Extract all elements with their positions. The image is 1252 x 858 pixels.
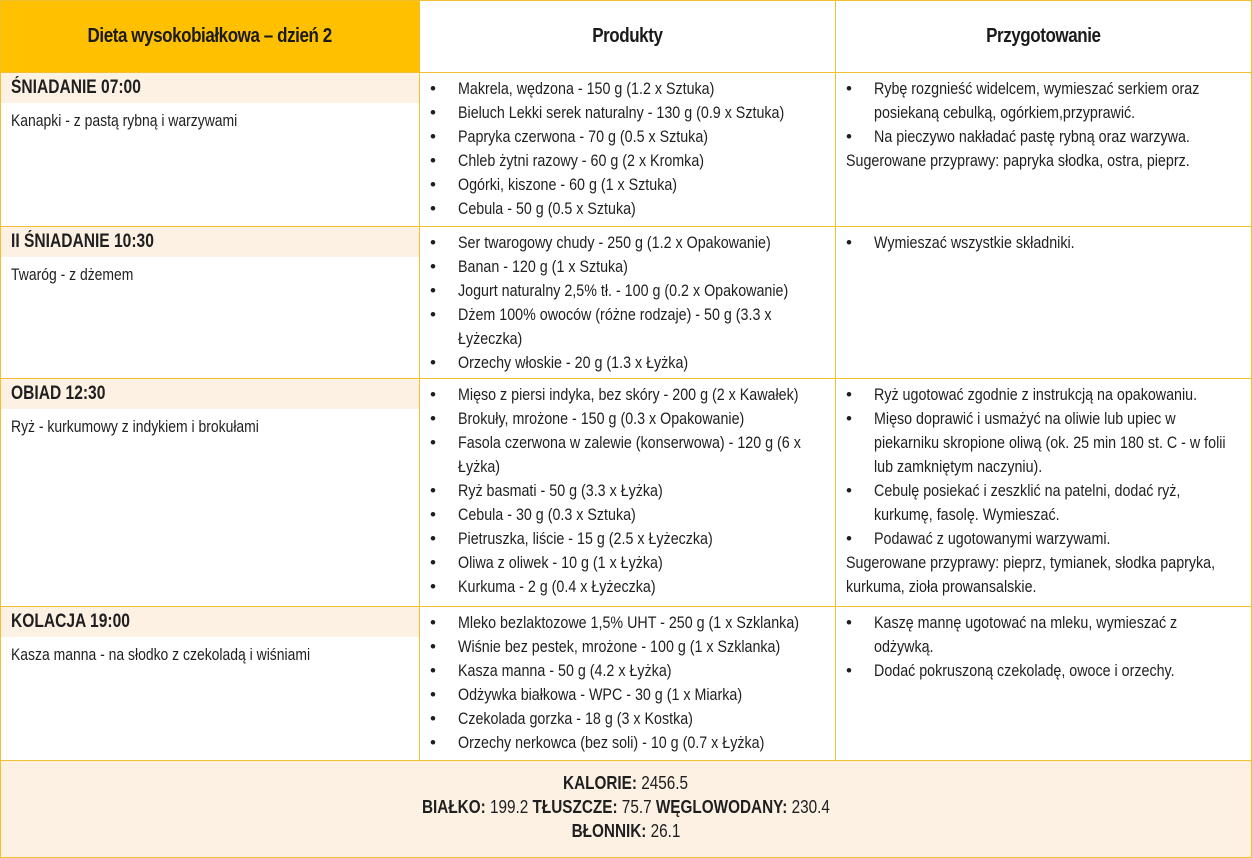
products-cell [419, 607, 835, 760]
product-item: • Ryż basmati - 50 g (3.3 x Łyżka) [420, 479, 835, 503]
header-products-cell [419, 1, 835, 72]
meal-info-cell [1, 379, 419, 606]
carbs-value: 230.4 [791, 797, 830, 817]
meal-info-cell [1, 73, 419, 226]
meal-dish: Twaróg - z dżemem [11, 265, 134, 284]
meal-name: KOLACJA 19:00 [1, 607, 419, 637]
preparation-step: • Dodać pokruszoną czekoladę, owoce i orzechy. [836, 659, 1251, 683]
meal-dish: Kasza manna - na słodko z czekoladą i wiśniami [11, 645, 311, 664]
fiber-label: BŁONNIK: [571, 821, 647, 841]
preparation-step: • Na pieczywo nakładać pastę rybną oraz warzywa. [836, 125, 1251, 149]
product-item: • Odżywka białkowa - WPC - 30 g (1 x Miarka) [420, 683, 835, 707]
protein-label: BIAŁKO: [422, 797, 486, 817]
product-item: • Kurkuma - 2 g (0.4 x Łyżeczka) [420, 575, 835, 599]
product-item: • Oliwa z oliwek - 10 g (1 x Łyżka) [420, 551, 835, 575]
macros-line [1, 795, 1251, 819]
calories-label: KALORIE: [563, 773, 638, 793]
product-item: • Fasola czerwona w zalewie (konserwowa) - 120 g (6 x Łyżka) [420, 431, 835, 479]
fat-value: 75.7 [621, 797, 652, 817]
preparation-step: • Cebulę posiekać i zeszklić na patelni, dodać ryż, kurkumę, fasolę. Wymieszać. [836, 479, 1251, 527]
header-title-cell [1, 1, 419, 72]
meal-row-lunch [1, 379, 1251, 607]
product-item: • Orzechy włoskie - 20 g (1.3 x Łyżka) [420, 351, 835, 375]
preparation-step: • Mięso doprawić i usmażyć na oliwie lub upiec w piekarniku skropione oliwą (ok. 25 min 180 st. C - w folii lub zamkniętym naczyniu). [836, 407, 1251, 479]
page-title: Dieta wysokobiałkowa – dzień 2 [87, 25, 333, 47]
fat-label: TŁUSZCZE: [532, 797, 618, 817]
calories-value: 2456.5 [641, 773, 689, 793]
product-item: • Cebula - 50 g (0.5 x Sztuka) [420, 197, 835, 221]
product-item: • Mleko bezlaktozowe 1,5% UHT - 250 g (1 x Szklanka) [420, 611, 835, 635]
product-item: • Dżem 100% owoców (różne rodzaje) - 50 g (3.3 x Łyżeczka) [420, 303, 835, 351]
preparation-step: • Rybę rozgnieść widelcem, wymieszać serkiem oraz posiekaną cebulką, ogórkiem,przyprawić. [836, 77, 1251, 125]
products-column-header: Produkty [592, 25, 663, 47]
product-item: • Kasza manna - 50 g (4.2 x Łyżka) [420, 659, 835, 683]
product-item: • Ser twarogowy chudy - 250 g (1.2 x Opakowanie) [420, 231, 835, 255]
product-item: • Ogórki, kiszone - 60 g (1 x Sztuka) [420, 173, 835, 197]
product-item: • Orzechy nerkowca (bez soli) - 10 g (0.7 x Łyżka) [420, 731, 835, 755]
product-item: • Cebula - 30 g (0.3 x Sztuka) [420, 503, 835, 527]
product-item: • Banan - 120 g (1 x Sztuka) [420, 255, 835, 279]
product-item: • Mięso z piersi indyka, bez skóry - 200 g (2 x Kawałek) [420, 383, 835, 407]
meal-name: II ŚNIADANIE 10:30 [1, 227, 419, 257]
product-item: • Chleb żytni razowy - 60 g (2 x Kromka) [420, 149, 835, 173]
preparation-step: • Podawać z ugotowanymi warzywami. [836, 527, 1251, 551]
spice-note: Sugerowane przyprawy: pieprz, tymianek, słodka papryka, kurkuma, zioła prowansalskie. [846, 553, 1216, 596]
carbs-label: WĘGLOWODANY: [655, 797, 788, 817]
product-item: • Pietruszka, liście - 15 g (2.5 x Łyżeczka) [420, 527, 835, 551]
product-item: • Brokuły, mrożone - 150 g (0.3 x Opakowanie) [420, 407, 835, 431]
table-header [1, 1, 1251, 73]
product-item: • Wiśnie bez pestek, mrożone - 100 g (1 x Szklanka) [420, 635, 835, 659]
preparation-cell [835, 227, 1251, 378]
preparation-column-header: Przygotowanie [986, 25, 1101, 47]
nutrition-summary [1, 761, 1251, 857]
preparation-cell [835, 607, 1251, 760]
preparation-cell [835, 379, 1251, 606]
preparation-step: • Wymieszać wszystkie składniki. [836, 231, 1251, 255]
protein-value: 199.2 [490, 797, 529, 817]
calories-line [1, 771, 1251, 795]
meal-dish: Kanapki - z pastą rybną i warzywami [11, 111, 238, 130]
meal-name: ŚNIADANIE 07:00 [1, 73, 419, 103]
meal-dish: Ryż - kurkumowy z indykiem i brokułami [11, 417, 259, 436]
product-item: • Papryka czerwona - 70 g (0.5 x Sztuka) [420, 125, 835, 149]
meal-info-cell [1, 607, 419, 760]
header-preparation-cell [835, 1, 1251, 72]
products-cell [419, 73, 835, 226]
products-cell [419, 227, 835, 378]
spice-note: Sugerowane przyprawy: papryka słodka, ostra, pieprz. [846, 151, 1190, 170]
meal-info-cell [1, 227, 419, 378]
fiber-value: 26.1 [650, 821, 681, 841]
fiber-line [1, 819, 1251, 843]
product-item: • Bieluch Lekki serek naturalny - 130 g (0.9 x Sztuka) [420, 101, 835, 125]
meal-name: OBIAD 12:30 [1, 379, 419, 409]
preparation-cell [835, 73, 1251, 226]
meal-row-breakfast [1, 73, 1251, 227]
product-item: • Makrela, wędzona - 150 g (1.2 x Sztuka) [420, 77, 835, 101]
preparation-step: • Kaszę mannę ugotować na mleku, wymieszać z odżywką. [836, 611, 1251, 659]
meal-row-dinner [1, 607, 1251, 761]
preparation-step: • Ryż ugotować zgodnie z instrukcją na opakowaniu. [836, 383, 1251, 407]
product-item: • Czekolada gorzka - 18 g (3 x Kostka) [420, 707, 835, 731]
products-cell [419, 379, 835, 606]
meal-row-second-breakfast [1, 227, 1251, 379]
product-item: • Jogurt naturalny 2,5% tł. - 100 g (0.2 x Opakowanie) [420, 279, 835, 303]
